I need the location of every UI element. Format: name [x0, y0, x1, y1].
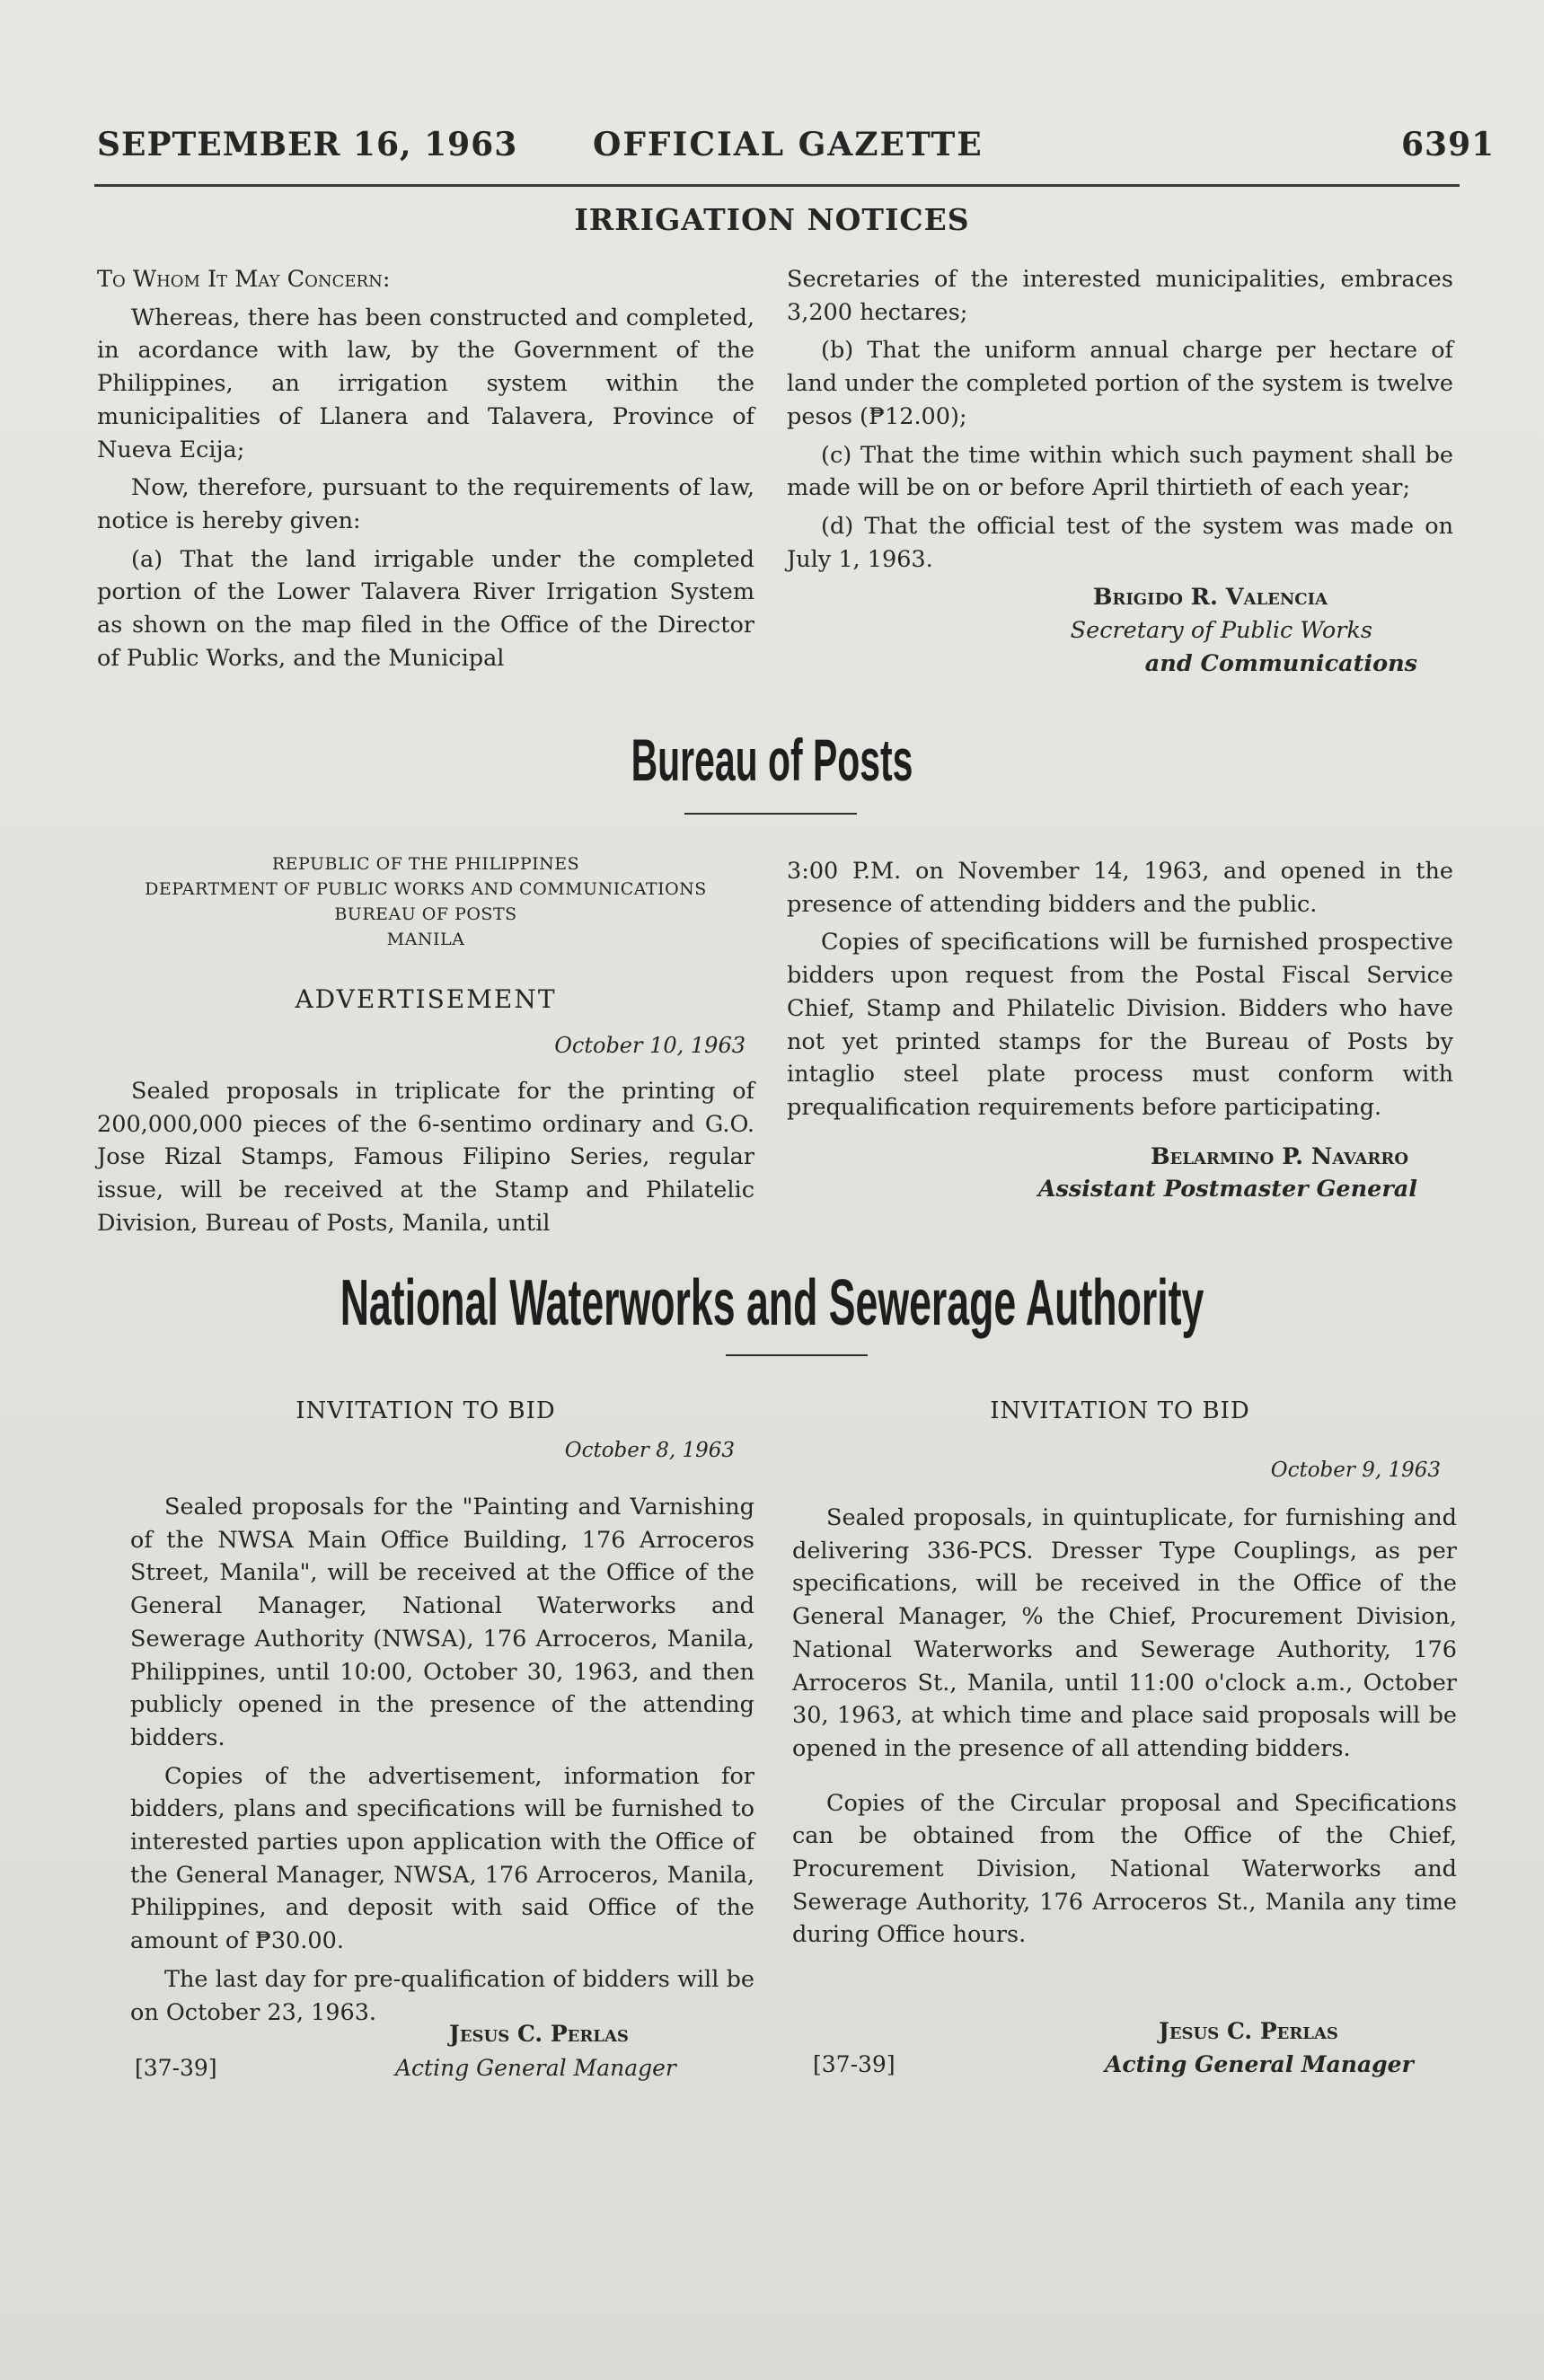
- posts-notice-type: ADVERTISEMENT: [295, 984, 557, 1014]
- irrigation-paragraph: (a) That the land irrigable under the completed portion of the Lower Talavera River Irrigation System as shown on the map filed in the Office of the Director of Public Works, and the Municipal: [97, 545, 754, 672]
- irrigation-paragraph: Whereas, there has been constructed and completed, in acordance with law, by the Government of the Philippines, an irrigation system within the municipalities of Llanera and Talavera, Province of Nueva Ecija;: [97, 304, 754, 463]
- posts-issuer-line: MANILA: [386, 930, 465, 949]
- header-page-number: 6391: [1401, 126, 1495, 163]
- irrigation-signer-title: and Communications: [1144, 649, 1417, 677]
- irrigation-paragraph: (d) That the official test of the system was made on July 1, 1963.: [787, 512, 1453, 573]
- irrigation-paragraph: Secretaries of the interested municipalities, embraces 3,200 hectares;: [787, 266, 1453, 326]
- posts-right-column: [787, 855, 1453, 1206]
- irrigation-left-column: [97, 263, 754, 680]
- posts-issuer-block: [97, 851, 754, 952]
- irrigation-paragraph: (b) That the uniform annual charge per hectare of land under the completed portion of the system is twelve pesos (₱12.00);: [787, 337, 1453, 430]
- nwsa-left-heading: INVITATION TO BID: [296, 1397, 556, 1424]
- nwsa-right-paragraph: Sealed proposals, in quintuplicate, for furnishing and delivering 336-PCS. Dresser Type Couplings, as per specifications, will be received in the Office of the General Manager, % the Chief, Procurement Division, National Waterworks and Sewerage Authority, 176 Arroceros St., Manila, until 11:00 o'clock a.m., October 30, 1963, at which time and place said proposals will be opened in the presence of all attending bidders.: [792, 1504, 1457, 1762]
- posts-issuer-line: REPUBLIC OF THE PHILIPPINES: [271, 854, 580, 874]
- posts-left-column: [97, 1075, 754, 1246]
- nwsa-right-signer-title: Acting General Manager: [1105, 2051, 1414, 2077]
- nwsa-left-signer-name: Jesus C. Perlas: [449, 2021, 629, 2047]
- nwsa-title: National Waterworks and Sewerage Authority: [340, 1267, 1204, 1339]
- irrigation-title: IRRIGATION NOTICES: [574, 202, 970, 237]
- irrigation-paragraph: (c) That the time within which such payment shall be made will be on or before April thirtieth of each year;: [787, 441, 1453, 502]
- irrigation-paragraph: Now, therefore, pursuant to the requirements of law, notice is hereby given:: [97, 474, 754, 534]
- nwsa-left-column: [130, 1491, 754, 2034]
- nwsa-right-column: [792, 1502, 1457, 1957]
- nwsa-left-paragraph: Sealed proposals for the "Painting and Varnishing of the NWSA Main Office Building, 176 Arroceros Street, Manila", will be received at the Office of the General Manager, National Waterworks and Sewerage Authority (NWSA), 176 Arroceros, Manila, Philippines, until 10:00, October 30, 1963, and then publicly opened in the presence of the attending bidders.: [130, 1494, 754, 1751]
- posts-date: October 10, 1963: [554, 1033, 746, 1058]
- posts-issuer-line: BUREAU OF POSTS: [334, 904, 517, 924]
- nwsa-left-paragraph: The last day for pre-qualification of bidders will be on October 23, 1963.: [130, 1965, 754, 2026]
- irrigation-salutation: To Whom It May Concern:: [97, 266, 391, 293]
- posts-title-rule: [684, 813, 857, 815]
- posts-paragraph: Sealed proposals in triplicate for the printing of 200,000,000 pieces of the 6-sentimo ordinary and G.O. Jose Rizal Stamps, Famous Filipino Series, regular issue, will be received at the Stamp and Philatelic Division, Bureau of Posts, Manila, until: [97, 1078, 754, 1237]
- header-date: SEPTEMBER 16, 1963: [97, 126, 518, 163]
- nwsa-right-paragraph: Copies of the Circular proposal and Specifications can be obtained from the Office of the Chief, Procurement Division, National Waterworks and Sewerage Authority, 176 Arroceros St., Manila any time during Office hours.: [792, 1789, 1457, 1949]
- nwsa-title-rule: [726, 1354, 868, 1356]
- posts-issuer-line: DEPARTMENT OF PUBLIC WORKS AND COMMUNICATIONS: [145, 879, 707, 899]
- nwsa-right-ref: [37-39]: [813, 2051, 896, 2077]
- posts-title: Bureau of Posts: [631, 727, 913, 793]
- nwsa-right-heading: INVITATION TO BID: [990, 1397, 1250, 1424]
- nwsa-right-date: October 9, 1963: [1270, 1459, 1441, 1482]
- nwsa-left-signer-title: Acting General Manager: [395, 2055, 676, 2081]
- nwsa-right-signer-name: Jesus C. Perlas: [1159, 2018, 1338, 2044]
- posts-paragraph: 3:00 P.M. on November 14, 1963, and opened in the presence of attending bidders and the public.: [787, 858, 1453, 918]
- header-publication: OFFICIAL GAZETTE: [593, 126, 984, 163]
- posts-signer-name: Belarmino P. Navarro: [1150, 1142, 1408, 1170]
- header-rule: [94, 184, 1460, 187]
- nwsa-left-date: October 8, 1963: [564, 1439, 735, 1462]
- posts-paragraph: Copies of specifications will be furnished prospective bidders upon request from the Postal Fiscal Service Chief, Stamp and Philatelic Division. Bidders who have not yet printed stamps for the Bureau of Posts by intaglio steel plate process must conform with prequalification requirements before participating.: [787, 929, 1453, 1121]
- irrigation-signer-name: Brigido R. Valencia: [1092, 584, 1328, 612]
- irrigation-signer-title: Secretary of Public Works: [1070, 617, 1372, 645]
- nwsa-left-paragraph: Copies of the advertisement, information for bidders, plans and specifications will be furnished to interested parties upon application with the Office of the General Manager, NWSA, 176 Arroceros, Manila, Philippines, and deposit with said Office of the amount of ₱30.00.: [130, 1762, 754, 1955]
- nwsa-left-ref: [37-39]: [135, 2055, 217, 2081]
- irrigation-right-column: [787, 263, 1453, 680]
- posts-signer-title: Assistant Postmaster General: [1037, 1176, 1417, 1203]
